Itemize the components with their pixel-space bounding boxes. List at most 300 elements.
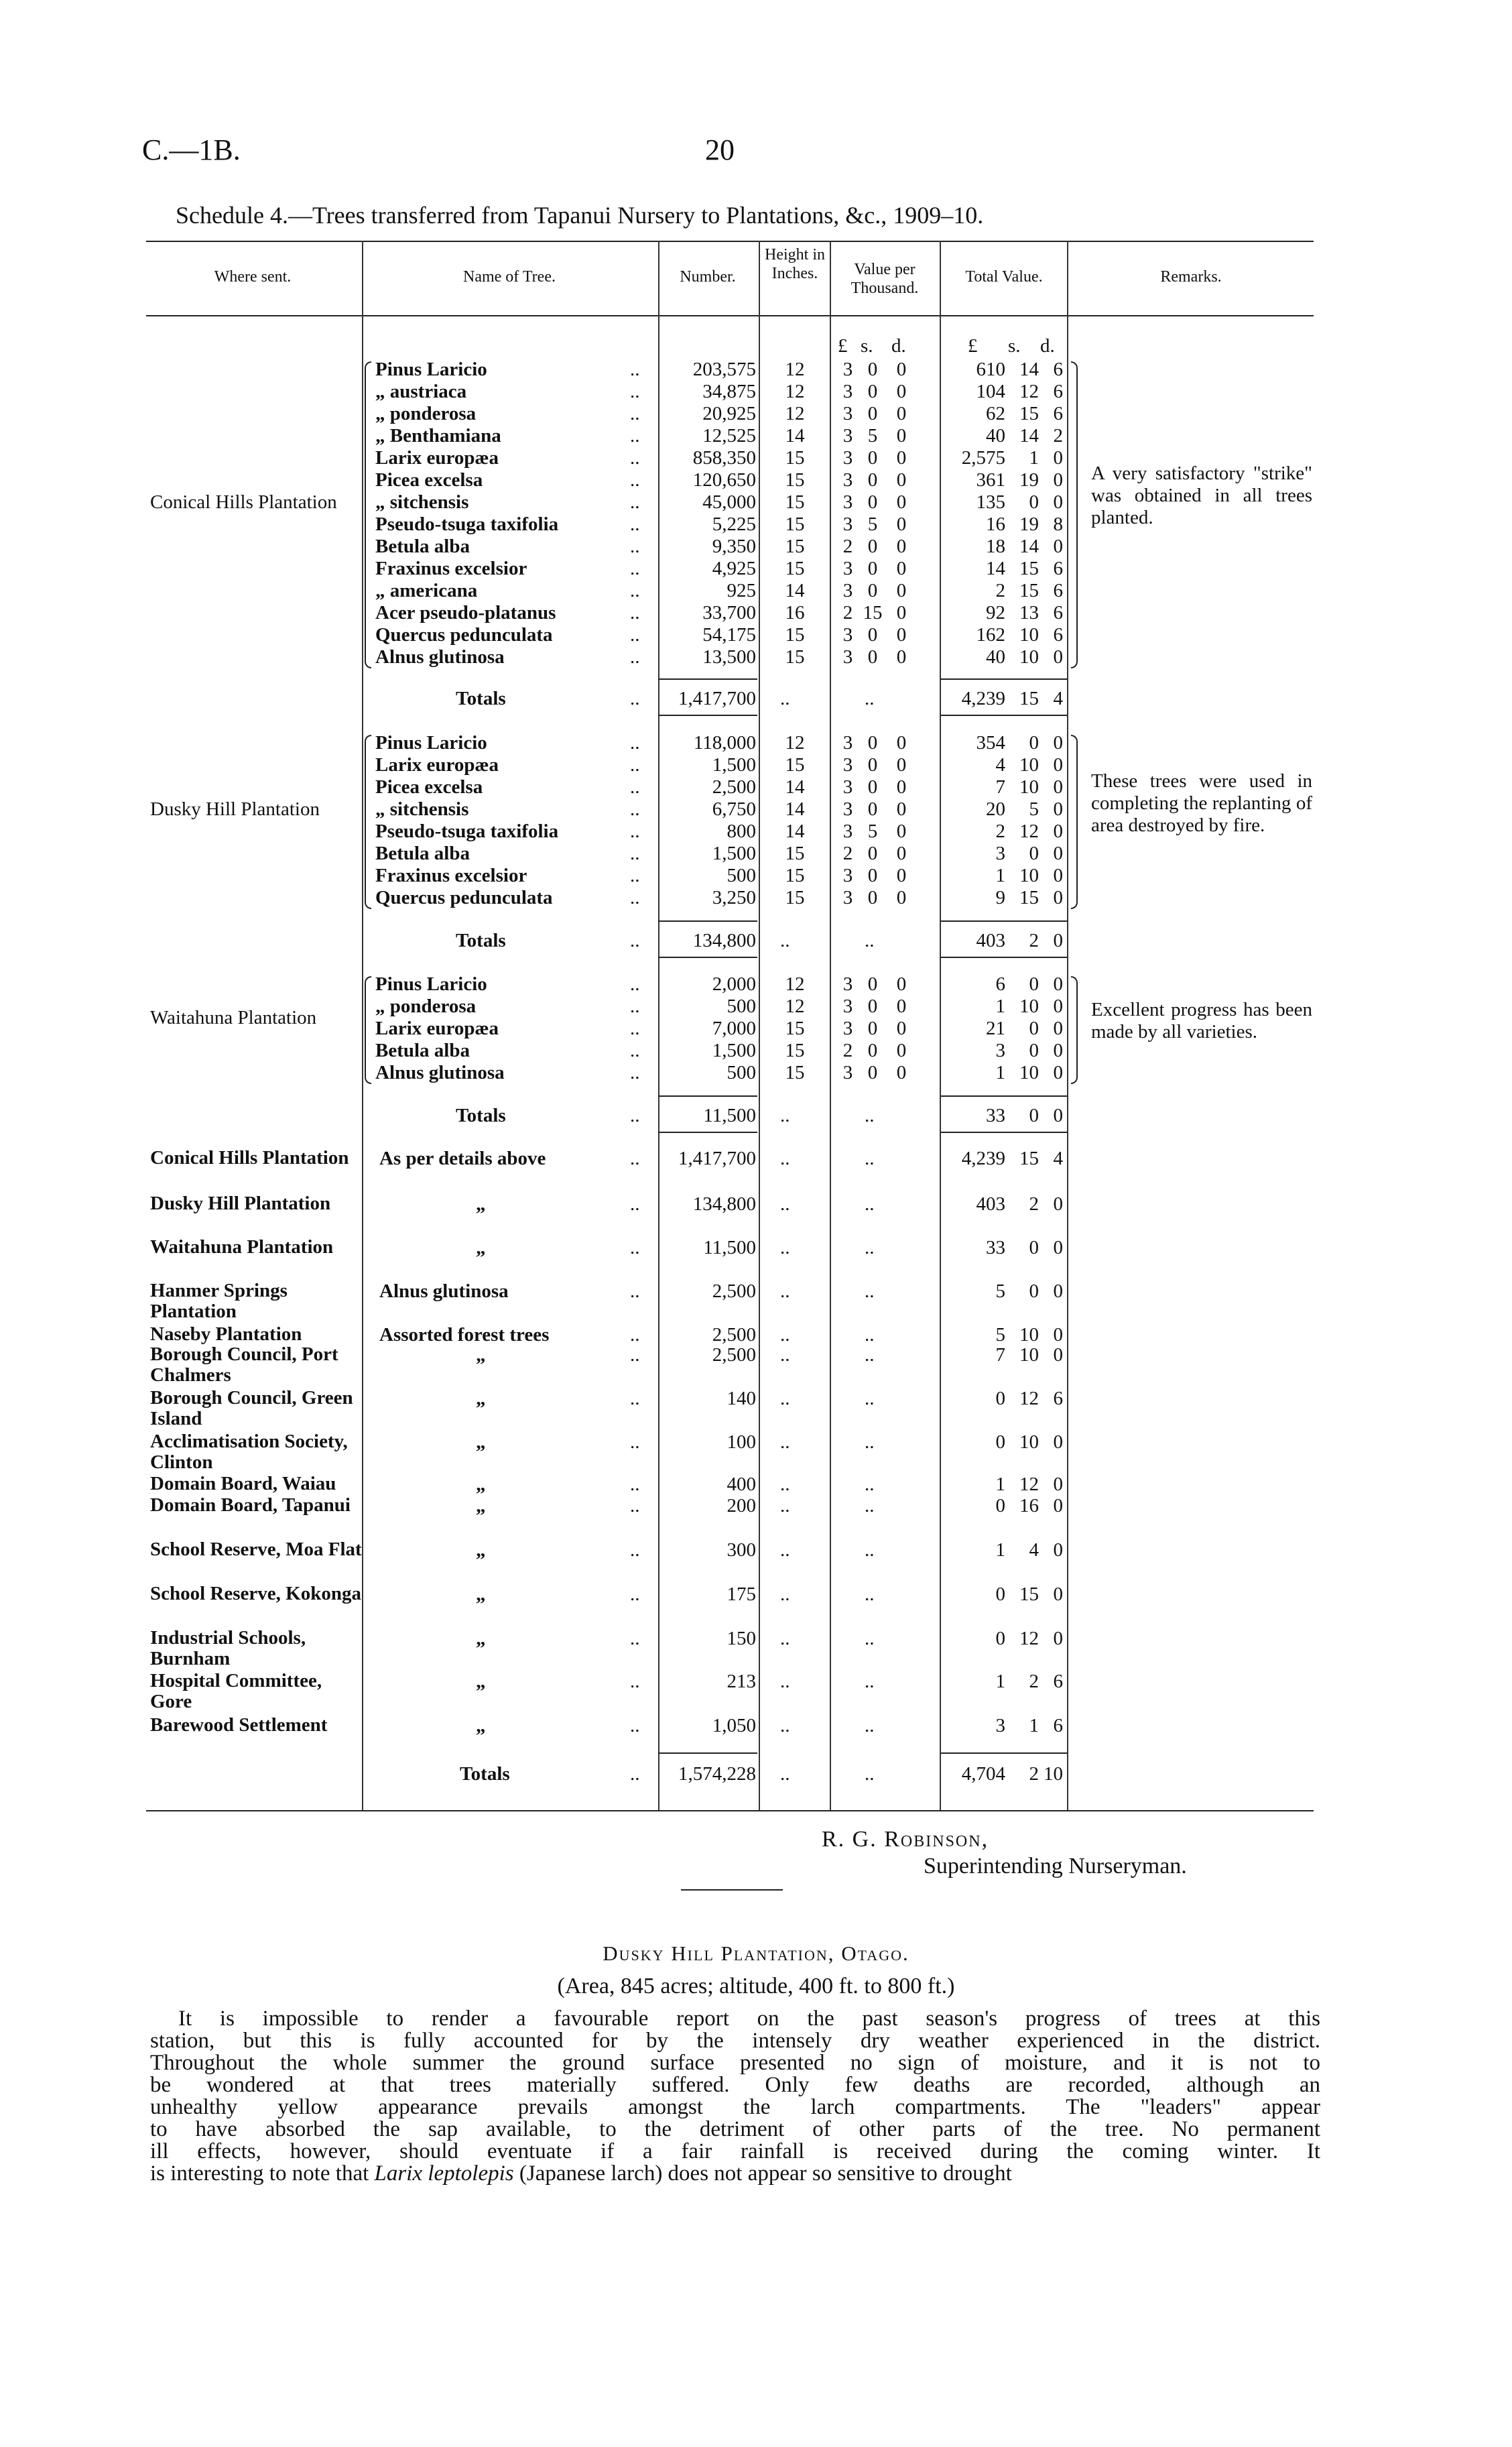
tree-name: Alnus glutinosa — [375, 1062, 505, 1083]
total-value-pounds: 1 — [995, 865, 1005, 886]
leader-dots: .. — [780, 1763, 790, 1785]
total-value-pounds: 3 — [995, 843, 1005, 864]
paragraph-line: be wondered at that trees materially suffered. Only few deaths are recorded, although an — [150, 2073, 1320, 2097]
tree-number: 858,350 — [692, 447, 756, 469]
summary-value-shillings: 4 — [1029, 1539, 1039, 1561]
value-pence: 0 — [896, 403, 907, 424]
total-value-pence: 0 — [1053, 754, 1063, 776]
tree-height: 15 — [785, 646, 805, 668]
summary-number: 1,417,700 — [678, 1148, 756, 1169]
column-rule — [1067, 315, 1068, 1810]
summary-number: 2,500 — [712, 1324, 756, 1346]
total-value-pence: 0 — [1053, 1018, 1063, 1039]
summary-tree-name: „ — [476, 1539, 486, 1561]
tree-number: 4,925 — [712, 558, 756, 579]
value-shillings: 0 — [867, 776, 878, 798]
total-rule — [658, 678, 757, 680]
tree-name: Betula alba — [375, 536, 470, 557]
tree-name: Pseudo-tsuga taxifolia — [375, 514, 559, 535]
paragraph-line: to have absorbed the sap available, to the detriment of other parts of the tree. No permanent — [150, 2117, 1320, 2141]
leader-dots: .. — [630, 1193, 640, 1215]
value-pounds: 2 — [842, 536, 853, 557]
summary-tree-name: „ — [476, 1584, 486, 1605]
total-value-pence: 0 — [1053, 646, 1063, 668]
total-rule — [658, 920, 757, 922]
col-header-name: Name of Tree. — [463, 268, 556, 286]
summary-tree-name: „ — [476, 1495, 486, 1516]
leader-dots: .. — [630, 930, 640, 951]
total-value-pence: 0 — [1053, 973, 1063, 995]
paragraph-line: is interesting to note that Larix leptolepis (Japanese larch) does not appear so sensitive to drought — [150, 2161, 1012, 2186]
total-value-shillings: 10 — [1019, 646, 1039, 668]
value-shillings: 0 — [867, 996, 878, 1017]
value-pence: 0 — [896, 732, 907, 754]
plantation-name: Waitahuna Plantation — [150, 1006, 317, 1028]
summary-value-shillings: 1 — [1029, 1715, 1039, 1736]
col-header-number: Number. — [680, 268, 736, 286]
tree-name: Pinus Laricio — [375, 973, 487, 995]
summary-value-shillings: 16 — [1019, 1495, 1039, 1516]
total-value-pounds: 2 — [995, 580, 1005, 601]
plantation-name: Conical Hills Plantation — [150, 491, 337, 513]
section-divider — [681, 1889, 783, 1891]
value-pence: 0 — [896, 469, 907, 491]
leader-dots: .. — [630, 1474, 640, 1495]
leader-dots: .. — [630, 1237, 640, 1258]
leader-dots: .. — [780, 1474, 790, 1495]
summary-value-pounds: 4,239 — [961, 1148, 1005, 1169]
leader-dots: .. — [630, 1715, 640, 1736]
leader-dots: .. — [865, 1763, 875, 1785]
tree-number: 925 — [727, 580, 756, 601]
leader-dots: .. — [630, 1495, 640, 1516]
leader-dots: .. — [780, 1148, 790, 1169]
totals-number: 11,500 — [703, 1105, 756, 1126]
value-pounds: 3 — [842, 973, 853, 995]
value-pounds: 3 — [842, 580, 853, 601]
tree-number: 34,875 — [702, 381, 756, 402]
leader-dots: .. — [630, 1584, 640, 1605]
tree-height: 12 — [785, 403, 805, 424]
total-value-shillings: 13 — [1019, 602, 1039, 623]
signature-title: Superintending Nurseryman. — [924, 1854, 1187, 1878]
totals-value-pence: 0 — [1053, 930, 1063, 951]
total-value-shillings: 0 — [1029, 843, 1039, 864]
total-value-pounds: 135 — [976, 491, 1005, 513]
tree-height: 15 — [785, 887, 805, 908]
summary-place: Borough Council, Port Chalmers — [150, 1344, 338, 1386]
leader-dots: .. — [630, 1388, 640, 1409]
summary-value-shillings: 15 — [1019, 1148, 1039, 1169]
summary-tree-name: „ — [476, 1671, 486, 1692]
value-pounds: 3 — [842, 865, 853, 886]
leader-dots: .. — [630, 688, 640, 709]
value-pounds: 3 — [842, 754, 853, 776]
leader-dots: .. — [780, 1628, 790, 1649]
total-value-shillings: 12 — [1019, 381, 1039, 402]
summary-place: Naseby Plantation — [150, 1323, 302, 1345]
leader-dots: .. — [865, 1237, 875, 1258]
tree-height: 15 — [785, 491, 805, 513]
leader-dots: .. — [865, 1431, 875, 1453]
leader-dots: .. — [630, 425, 640, 446]
value-shillings: 0 — [867, 403, 878, 424]
value-pounds: 3 — [842, 624, 853, 646]
leader-dots: .. — [630, 359, 640, 380]
value-shillings: 0 — [867, 843, 878, 864]
total-value-pence: 6 — [1053, 403, 1063, 424]
leader-dots: .. — [780, 688, 790, 709]
summary-number: 100 — [727, 1431, 756, 1453]
unit-pounds: £ — [838, 335, 848, 357]
col-header-value: Value per Thousand. — [850, 261, 919, 297]
value-pounds: 2 — [842, 1040, 853, 1061]
leader-dots: .. — [780, 1193, 790, 1215]
total-value-shillings: 0 — [1029, 1018, 1039, 1039]
summary-value-pence: 6 — [1053, 1388, 1063, 1409]
value-pounds: 3 — [842, 887, 853, 908]
summary-number: 134,800 — [692, 1193, 756, 1215]
tree-name: Larix europæa — [375, 1018, 499, 1039]
leader-dots: .. — [630, 1431, 640, 1453]
section-subtitle: (Area, 845 acres; altitude, 400 ft. to 800 ft.) — [557, 1974, 955, 1998]
total-value-shillings: 12 — [1019, 821, 1039, 842]
value-pence: 0 — [896, 491, 907, 513]
value-pence: 0 — [896, 646, 907, 668]
leader-dots: .. — [630, 821, 640, 842]
summary-number: 300 — [727, 1539, 756, 1561]
tree-name: „ americana — [375, 580, 478, 601]
summary-value-pence: 0 — [1053, 1237, 1063, 1258]
value-pounds: 3 — [842, 798, 853, 820]
total-value-pounds: 20 — [986, 798, 1005, 820]
total-value-pence: 0 — [1053, 798, 1063, 820]
total-value-pounds: 361 — [976, 469, 1005, 491]
total-rule — [658, 1095, 757, 1097]
summary-value-shillings: 10 — [1019, 1431, 1039, 1453]
value-pence: 0 — [896, 754, 907, 776]
summary-value-pence: 0 — [1053, 1539, 1063, 1561]
leader-dots: .. — [630, 491, 640, 513]
value-pounds: 3 — [842, 514, 853, 535]
total-rule — [658, 715, 757, 716]
leader-dots: .. — [630, 403, 640, 424]
unit-pence: d. — [1040, 335, 1055, 357]
value-pounds: 3 — [842, 1018, 853, 1039]
signature-name: R. G. Robinson, — [822, 1827, 989, 1852]
leader-dots: .. — [780, 1344, 790, 1366]
header-rule — [940, 241, 941, 315]
leader-dots: .. — [780, 1539, 790, 1561]
total-value-pence: 8 — [1053, 514, 1063, 535]
value-pence: 0 — [896, 996, 907, 1017]
paragraph-line: station, but this is fully accounted for by the intensely dry weather experienced in the district. — [150, 2029, 1320, 2053]
total-value-pence: 0 — [1053, 469, 1063, 491]
total-value-pounds: 7 — [995, 776, 1005, 798]
leader-dots: .. — [630, 646, 640, 668]
tree-number: 1,500 — [712, 1040, 756, 1061]
summary-value-pounds: 5 — [995, 1324, 1005, 1346]
total-value-shillings: 15 — [1019, 558, 1039, 579]
leader-dots: .. — [865, 1474, 875, 1495]
tree-number: 120,650 — [692, 469, 756, 491]
total-value-shillings: 19 — [1019, 469, 1039, 491]
total-value-pence: 6 — [1053, 381, 1063, 402]
group-remark: These trees were used in completing the replanting of area destroyed by fire. — [1091, 770, 1312, 836]
summary-number: 150 — [727, 1628, 756, 1649]
paragraph-line: unhealthy yellow appearance prevails amongst the larch compartments. The "leaders" appear — [150, 2095, 1320, 2119]
tree-name: Pinus Laricio — [375, 732, 487, 754]
total-rule — [941, 678, 1067, 680]
tree-height: 15 — [785, 469, 805, 491]
summary-place: School Reserve, Kokonga — [150, 1583, 361, 1604]
leader-dots: .. — [630, 580, 640, 601]
tree-name: „ sitchensis — [375, 491, 469, 513]
value-shillings: 0 — [867, 798, 878, 820]
value-shillings: 0 — [867, 646, 878, 668]
tree-name: Picea excelsa — [375, 469, 483, 491]
leader-dots: .. — [780, 1584, 790, 1605]
total-value-shillings: 1 — [1029, 447, 1039, 469]
totals-value-pence: 4 — [1053, 688, 1063, 709]
total-value-shillings: 10 — [1019, 624, 1039, 646]
leader-dots: .. — [630, 1148, 640, 1169]
value-shillings: 0 — [867, 580, 878, 601]
leader-dots: .. — [780, 1280, 790, 1302]
total-value-pounds: 162 — [976, 624, 1005, 646]
tree-height: 12 — [785, 973, 805, 995]
unit-shillings: s. — [861, 335, 873, 357]
leader-dots: .. — [780, 1105, 790, 1126]
total-rule — [941, 1132, 1067, 1133]
tree-height: 15 — [785, 1040, 805, 1061]
tree-height: 15 — [785, 865, 805, 886]
summary-value-pence: 6 — [1053, 1671, 1063, 1692]
leader-dots: .. — [630, 469, 640, 491]
column-rule — [362, 315, 363, 1810]
value-shillings: 0 — [867, 447, 878, 469]
tree-height: 15 — [785, 1062, 805, 1083]
unit-shillings: s. — [1008, 335, 1021, 357]
col-header-where-sent: Where sent. — [214, 268, 292, 286]
total-value-pence: 0 — [1053, 447, 1063, 469]
leader-dots: .. — [780, 1237, 790, 1258]
unit-pounds: £ — [968, 335, 978, 357]
tree-number: 2,500 — [712, 776, 756, 798]
leader-dots: .. — [630, 996, 640, 1017]
summary-place: School Reserve, Moa Flat — [150, 1539, 362, 1560]
total-value-pounds: 610 — [976, 359, 1005, 380]
tree-name: Alnus glutinosa — [375, 646, 505, 668]
summary-tree-name: „ — [476, 1237, 486, 1258]
leader-dots: .. — [630, 843, 640, 864]
remarks-brace — [1071, 735, 1078, 909]
value-pence: 0 — [896, 624, 907, 646]
tree-height: 15 — [785, 514, 805, 535]
total-value-shillings: 14 — [1019, 425, 1039, 446]
total-value-pence: 6 — [1053, 558, 1063, 579]
leader-dots: .. — [780, 1671, 790, 1692]
tree-height: 15 — [785, 754, 805, 776]
group-brace — [365, 735, 371, 909]
summary-place: Dusky Hill Plantation — [150, 1193, 331, 1214]
summary-tree-name: „ — [476, 1193, 486, 1215]
value-shillings: 0 — [867, 359, 878, 380]
tree-name: „ ponderosa — [375, 403, 477, 424]
summary-value-shillings: 12 — [1019, 1474, 1039, 1495]
value-pence: 0 — [896, 1062, 907, 1083]
value-pence: 0 — [896, 865, 907, 886]
total-value-shillings: 0 — [1029, 732, 1039, 754]
tree-number: 500 — [727, 1062, 756, 1083]
total-value-pounds: 1 — [995, 996, 1005, 1017]
total-value-shillings: 10 — [1019, 754, 1039, 776]
value-shillings: 0 — [867, 558, 878, 579]
totals-value-pounds: 4,239 — [961, 688, 1005, 709]
leader-dots: .. — [630, 602, 640, 623]
total-rule — [941, 715, 1067, 716]
value-pence: 0 — [896, 1040, 907, 1061]
leader-dots: .. — [865, 1193, 875, 1215]
value-pence: 0 — [896, 821, 907, 842]
totals-number: 134,800 — [692, 930, 756, 951]
value-shillings: 0 — [867, 491, 878, 513]
document-code: C.—1B. — [142, 133, 241, 166]
summary-number: 175 — [727, 1584, 756, 1605]
leader-dots: .. — [630, 1062, 640, 1083]
total-value-pence: 0 — [1053, 887, 1063, 908]
tree-height: 15 — [785, 1018, 805, 1039]
total-value-shillings: 0 — [1029, 1040, 1039, 1061]
leader-dots: .. — [865, 1388, 875, 1409]
summary-value-shillings: 12 — [1019, 1388, 1039, 1409]
value-pounds: 2 — [842, 843, 853, 864]
summary-value-pence: 6 — [1053, 1715, 1063, 1736]
tree-name: „ austriaca — [375, 381, 467, 402]
tree-number: 3,250 — [712, 887, 756, 908]
tree-name: „ sitchensis — [375, 798, 469, 820]
total-value-pence: 2 — [1053, 425, 1063, 446]
summary-value-pounds: 0 — [995, 1584, 1005, 1605]
summary-value-pounds: 5 — [995, 1280, 1005, 1302]
tree-height: 15 — [785, 447, 805, 469]
summary-value-pence: 0 — [1053, 1584, 1063, 1605]
leader-dots: .. — [780, 1715, 790, 1736]
tree-number: 500 — [727, 865, 756, 886]
leader-dots: .. — [630, 447, 640, 469]
summary-number: 2,500 — [712, 1344, 756, 1366]
summary-value-pence: 0 — [1053, 1495, 1063, 1516]
tree-name: Larix europæa — [375, 754, 499, 776]
leader-dots: .. — [630, 1324, 640, 1346]
summary-value-pence: 0 — [1053, 1324, 1063, 1346]
tree-number: 5,225 — [712, 514, 756, 535]
leader-dots: .. — [780, 1324, 790, 1346]
tree-number: 118,000 — [693, 732, 756, 754]
tree-name: Fraxinus excelsior — [375, 558, 527, 579]
total-value-pence: 0 — [1053, 776, 1063, 798]
tree-name: Larix europæa — [375, 447, 499, 469]
total-value-shillings: 10 — [1019, 1062, 1039, 1083]
value-shillings: 0 — [867, 536, 878, 557]
tree-number: 12,525 — [702, 425, 756, 446]
summary-value-pence: 0 — [1053, 1628, 1063, 1649]
total-value-pence: 0 — [1053, 732, 1063, 754]
total-value-shillings: 14 — [1019, 536, 1039, 557]
value-pence: 0 — [896, 602, 907, 623]
value-pence: 0 — [896, 558, 907, 579]
total-value-pounds: 1 — [995, 1062, 1005, 1083]
total-value-pounds: 92 — [986, 602, 1005, 623]
tree-number: 203,575 — [692, 359, 756, 380]
tree-name: Fraxinus excelsior — [375, 865, 527, 886]
summary-value-shillings: 15 — [1019, 1584, 1039, 1605]
leader-dots: .. — [865, 1715, 875, 1736]
summary-place: Waitahuna Plantation — [150, 1236, 334, 1258]
total-value-shillings: 5 — [1029, 798, 1039, 820]
summary-value-pence: 4 — [1053, 1148, 1063, 1169]
col-header-total: Total Value. — [965, 268, 1043, 286]
total-value-pounds: 40 — [986, 646, 1005, 668]
leader-dots: .. — [630, 536, 640, 557]
total-value-pounds: 40 — [986, 425, 1005, 446]
header-rule — [830, 241, 831, 315]
tree-number: 33,700 — [702, 602, 756, 623]
totals-value-pence: 0 — [1053, 1105, 1063, 1126]
summary-value-pence: 0 — [1053, 1280, 1063, 1302]
total-value-pence: 0 — [1053, 1040, 1063, 1061]
leader-dots: .. — [865, 1539, 875, 1561]
summary-value-pence: 0 — [1053, 1474, 1063, 1495]
totals-value-pounds: 33 — [986, 1105, 1005, 1126]
total-value-pence: 6 — [1053, 359, 1063, 380]
summary-place: Acclimatisation Society, Clinton — [150, 1431, 348, 1473]
summary-tree-name: „ — [476, 1431, 486, 1453]
total-value-shillings: 15 — [1019, 403, 1039, 424]
summary-tree-name: „ — [476, 1344, 486, 1366]
summary-value-shillings: 12 — [1019, 1628, 1039, 1649]
total-value-pence: 0 — [1053, 821, 1063, 842]
totals-label: Totals — [456, 1105, 506, 1126]
value-pence: 0 — [896, 514, 907, 535]
value-pounds: 3 — [842, 491, 853, 513]
value-shillings: 0 — [867, 754, 878, 776]
tree-height: 15 — [785, 558, 805, 579]
summary-value-shillings: 0 — [1029, 1280, 1039, 1302]
value-pounds: 3 — [842, 403, 853, 424]
summary-tree-name: As per details above — [379, 1148, 546, 1169]
total-value-shillings: 10 — [1019, 865, 1039, 886]
header-rule — [658, 241, 659, 315]
summary-value-pounds: 0 — [995, 1495, 1005, 1516]
leader-dots: .. — [630, 973, 640, 995]
leader-dots: .. — [630, 1763, 640, 1785]
summary-value-pounds: 403 — [976, 1193, 1005, 1215]
tree-number: 13,500 — [702, 646, 756, 668]
total-rule — [658, 1752, 757, 1754]
total-value-shillings: 0 — [1029, 491, 1039, 513]
leader-dots: .. — [630, 1539, 640, 1561]
unit-pence: d. — [891, 335, 906, 357]
summary-value-shillings: 0 — [1029, 1237, 1039, 1258]
summary-value-pence: 0 — [1053, 1344, 1063, 1366]
leader-dots: .. — [630, 381, 640, 402]
tree-name: „ ponderosa — [375, 996, 477, 1017]
total-value-pounds: 3 — [995, 1040, 1005, 1061]
header-rule — [759, 241, 760, 315]
summary-value-pounds: 7 — [995, 1344, 1005, 1366]
tree-height: 12 — [785, 732, 805, 754]
